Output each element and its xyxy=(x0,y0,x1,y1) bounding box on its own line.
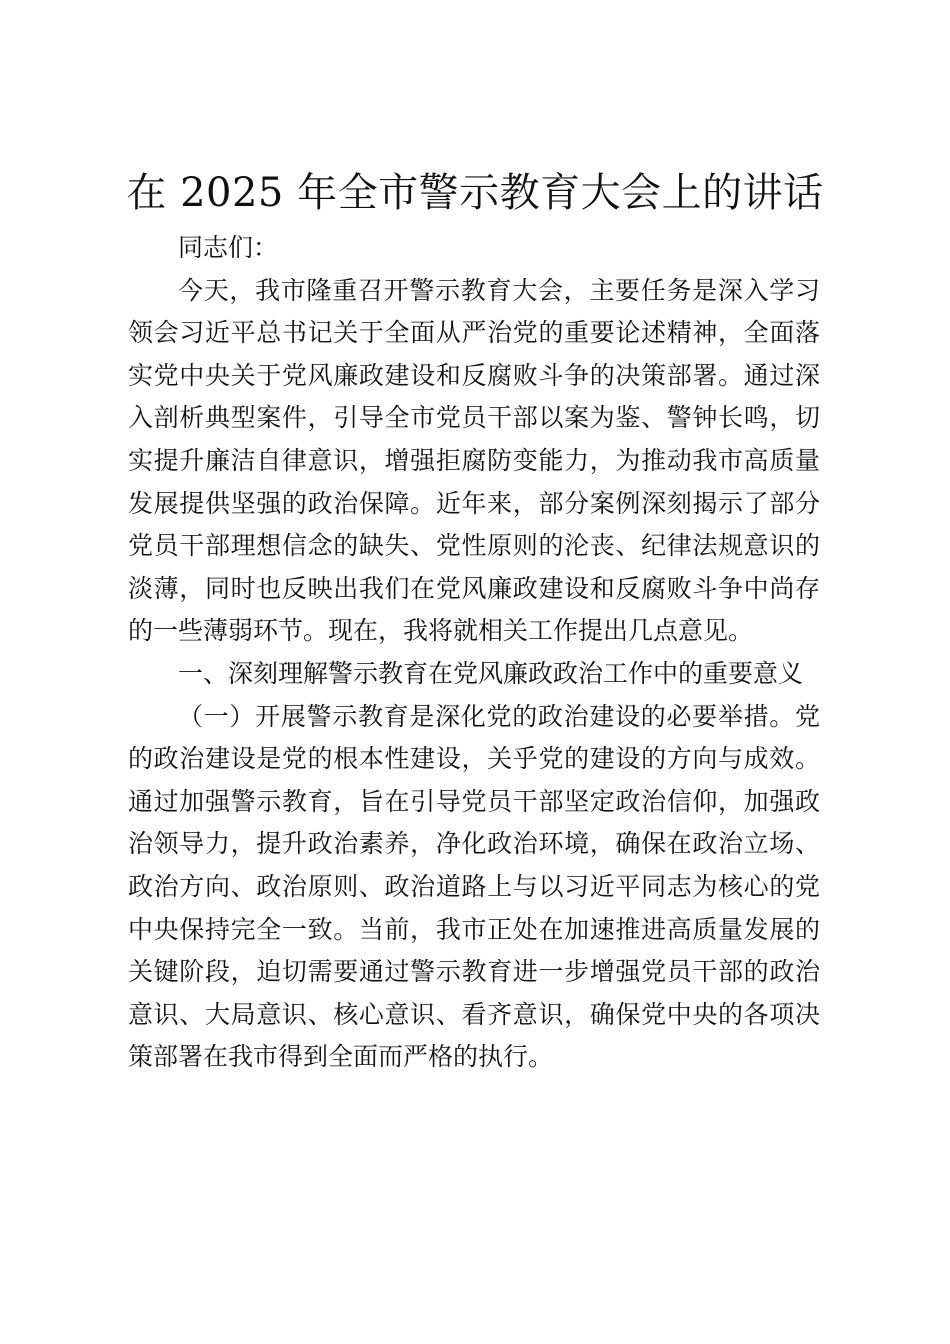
paragraph-intro: 今天，我市隆重召开警示教育大会，主要任务是深入学习领会习近平总书记关于全面从严治党的重要论述精神，全面落实党中央关于党风廉政建设和反腐败斗争的决策部署。通过深入剖析典型案件，引导全市党员干部以案为鉴、警钟长鸣，切实提升廉洁自律意识，增强拒腐防变能力，为推动我市高质量发展提供坚强的政治保障。近年来，部分案例深刻揭示了部分党员干部理想信念的缺失、党性原则的沦丧、纪律法规意识的淡薄，同时也反映出我们在党风廉政建设和反腐败斗争中尚存的一些薄弱环节。现在，我将就相关工作提出几点意见。 xyxy=(128,275,820,646)
salutation: 同志们： xyxy=(178,233,279,262)
section-heading-1: 一、深刻理解警示教育在党风廉政政治工作中的重要意义 xyxy=(178,658,804,688)
document-body xyxy=(128,227,820,1079)
paragraph-section-1-1: （一）开展警示教育是深化党的政治建设的必要举措。党的政治建设是党的根本性建设，关乎党的建设的方向与成效。通过加强警示教育，旨在引导党员干部坚定政治信仰，加强政治领导力，提升政治素养，净化政治环境，确保在政治立场、政治方向、政治原则、政治道路上与以习近平同志为核心的党中央保持完全一致。当前，我市正处在加速推进高质量发展的关键阶段，迫切需要通过警示教育进一步增强党员干部的政治意识、大局意识、核心意识、看齐意识，确保党中央的各项决策部署在我市得到全面而严格的执行。 xyxy=(128,701,820,1072)
document-title: 在 2025 年全市警示教育大会上的讲话 xyxy=(126,170,824,216)
